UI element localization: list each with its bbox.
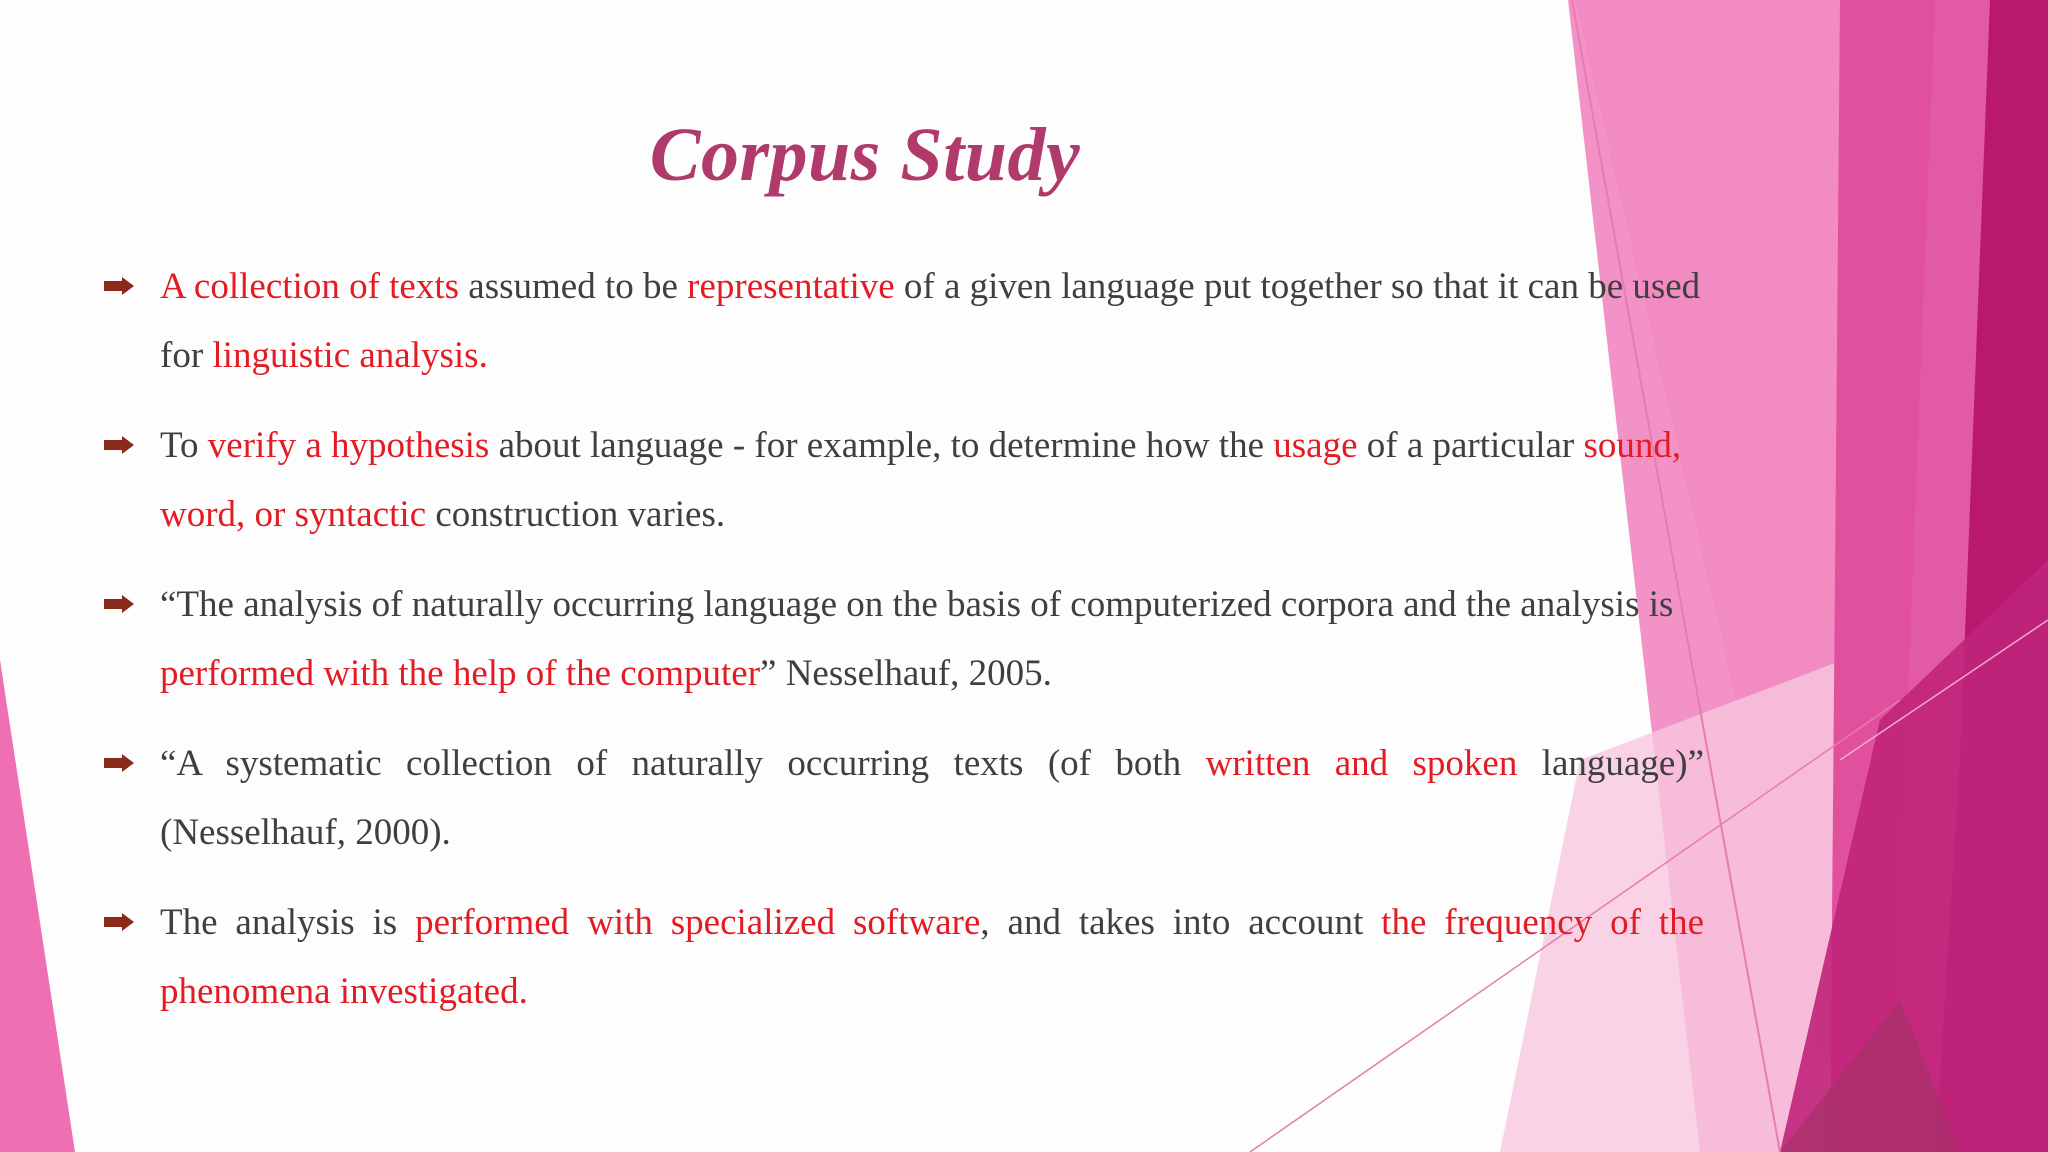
bullet-list: [104, 252, 1704, 1047]
bullet-item: [104, 570, 1704, 708]
highlighted-text: performed with specialized software: [415, 902, 981, 943]
arrow-bullet-icon: [104, 436, 134, 454]
slide-title: Corpus Study: [649, 113, 1081, 197]
body-text: about language - for example, to determine how the: [489, 425, 1274, 466]
highlighted-text: A collection of texts: [160, 266, 460, 307]
arrow-bullet-icon: [104, 913, 134, 931]
body-text: language)” (Nesselhauf, 2000).: [160, 743, 1705, 853]
highlighted-text: the frequency of the phenomena investigated.: [160, 902, 1704, 1012]
body-text: assumed to be: [459, 266, 688, 307]
body-text: To: [160, 425, 208, 466]
highlighted-text: sound, word, or syntactic: [160, 425, 1682, 535]
body-text: ” Nesselhauf, 2005.: [760, 653, 1052, 694]
body-text: of a given language put together so that it can be used for: [160, 266, 1701, 376]
highlighted-text: verify a hypothesis: [207, 425, 490, 466]
highlighted-text: performed with the help of the computer: [160, 653, 761, 694]
body-text: “The analysis of naturally occurring language on the basis of computerized corpora and the analysis is: [160, 584, 1674, 625]
body-text: construction varies.: [426, 494, 726, 535]
bullet-item: [104, 729, 1704, 867]
arrow-bullet-icon: [104, 277, 134, 295]
bullet-item: [104, 888, 1704, 1026]
highlighted-text: usage: [1273, 425, 1358, 466]
body-text: , and takes into account: [980, 902, 1382, 943]
arrow-bullet-icon: [104, 754, 134, 772]
highlighted-text: linguistic analysis.: [212, 335, 488, 376]
arrow-bullet-icon: [104, 595, 134, 613]
highlighted-text: written and spoken: [1205, 743, 1518, 784]
bullet-item: [104, 411, 1704, 549]
body-text: of a particular: [1357, 425, 1584, 466]
body-text: “A systematic collection of naturally occurring texts (of both: [160, 743, 1206, 784]
body-text: The analysis is: [160, 902, 416, 943]
bullet-item: [104, 252, 1704, 390]
highlighted-text: representative: [687, 266, 895, 307]
facet-left-pink: [0, 660, 75, 1152]
